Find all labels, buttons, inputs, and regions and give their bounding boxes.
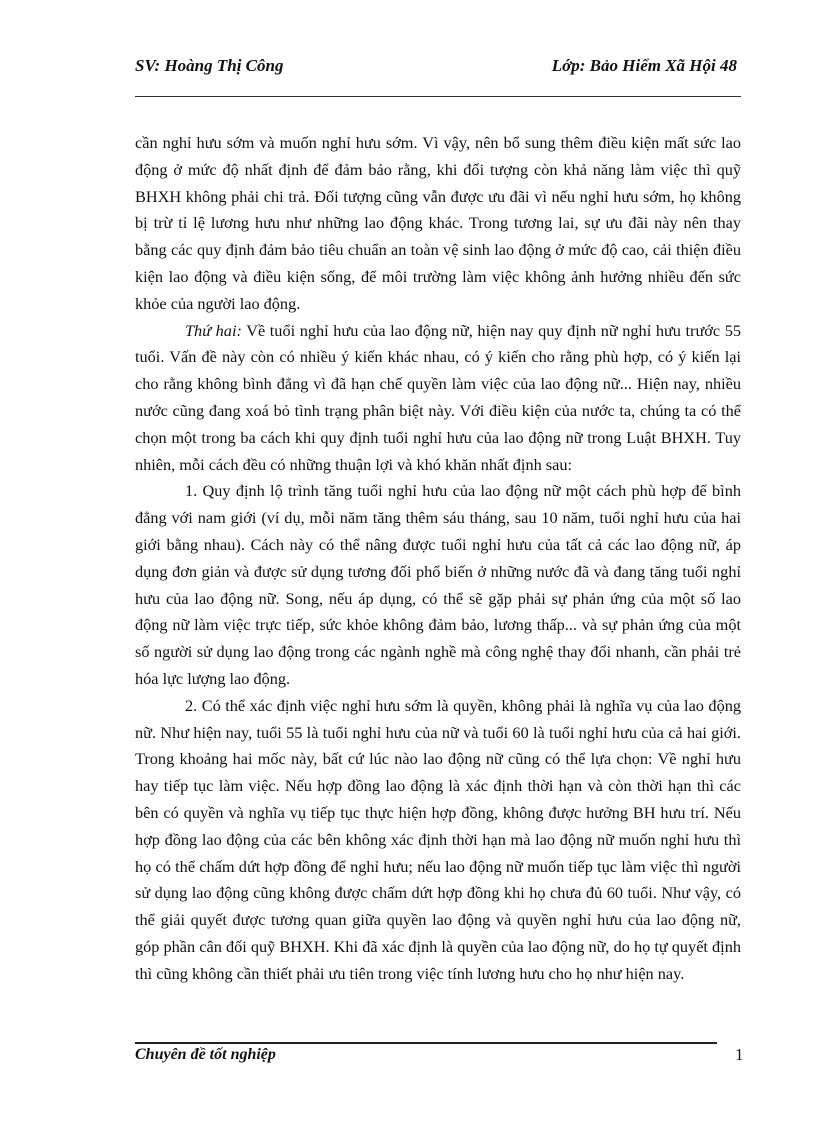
page-header — [135, 56, 741, 82]
class-name: Lớp: Bảo Hiểm Xã Hội 48 — [551, 56, 737, 75]
student-name: SV: Hoàng Thị Công — [135, 56, 284, 75]
page-number: 1 — [735, 1045, 744, 1064]
second-point-label: Thứ hai: — [185, 320, 242, 340]
header-divider — [135, 96, 741, 97]
paragraph-continuation: cần nghỉ hưu sớm và muốn nghỉ hưu sớm. Vì vậy, nên bổ sung thêm điều kiện mất sức lao động ở mức độ nhất định để đảm bảo rằng, khi đối tượng còn khả năng làm việc thì quỹ BHXH không phải chi trả. Đối tượng cũng vẫn được ưu đãi vì nếu nghỉ hưu sớm, họ không bị trừ tỉ lệ lương hưu như những lao động khác. Trong tương lai, sự ưu đãi này nên thay bằng các quy định đảm bảo tiêu chuẩn an toàn vệ sinh lao động ở mức độ cao, cải thiện điều kiện lao động và điều kiện sống, để môi trường làm việc không ảnh hưởng nhiều đến sức khỏe của người lao động. — [135, 133, 741, 313]
footer-divider — [135, 1042, 717, 1044]
document-body — [135, 130, 741, 988]
paragraph-option-2: 2. Có thể xác định việc nghỉ hưu sớm là quyền, không phải là nghĩa vụ của lao động nữ. Như hiện nay, tuổi 55 là tuổi nghỉ hưu của nữ và tuổi 60 là tuổi nghỉ hưu của cả hai giới. Trong khoảng hai mốc này, bất cứ lúc nào lao động nữ cũng có thể lựa chọn: Về nghỉ hưu hay tiếp tục làm việc. Nếu hợp đồng lao động là xác định thời hạn và còn thời hạn thì các bên có quyền và nghĩa vụ tiếp tục thực hiện hợp đồng, không được hưởng BH hưu trí. Nếu hợp đồng lao động của các bên không xác định thời hạn mà lao động nữ muốn nghỉ hưu thì họ có thể chấm dứt hợp đồng để nghỉ hưu; nếu lao động nữ muốn tiếp tục làm việc thì người sử dụng lao động cũng không được chấm dứt hợp đồng khi họ chưa đủ 60 tuổi. Như vậy, có thể giải quyết được tương quan giữa quyền lao động và quyền nghỉ hưu của lao động nữ, góp phần cân đối quỹ BHXH. Khi đã xác định là quyền của lao động nữ, do họ tự quyết định thì cũng không cần thiết phải ưu tiên trong việc tính lương hưu cho họ như hiện nay. — [135, 695, 741, 983]
paragraph-second-point — [135, 318, 741, 479]
second-point-text: Về tuổi nghỉ hưu của lao động nữ, hiện nay quy định nữ nghỉ hưu trước 55 tuổi. Vấn đề này còn có nhiều ý kiến khác nhau, có ý kiến cho rằng phù hợp, có ý kiến lại cho rằng không bình đẳng vì đã hạn chế quyền làm việc của lao động nữ... Hiện nay, nhiều nước cũng đang xoá bỏ tình trạng phân biệt này. Với điều kiện của nước ta, chúng ta có thể chọn một trong ba cách khi quy định tuổi nghỉ hưu của lao động nữ trong Luật BHXH. Tuy nhiên, mỗi cách đều có những thuận lợi và khó khăn nhất định sau: — [135, 320, 742, 474]
paragraph-option-1: 1. Quy định lộ trình tăng tuổi nghỉ hưu của lao động nữ một cách phù hợp để bình đẳng với nam giới (ví dụ, mỗi năm tăng thêm sáu tháng, sau 10 năm, tuổi nghỉ hưu của hai giới bằng nhau). Cách này có thể nâng được tuổi nghỉ hưu của tất cả các lao động nữ, áp dụng đơn giản và được sử dụng tương đối phổ biến ở những nước đã và đang tăng tuổi nghỉ hưu của lao động nữ. Song, nếu áp dụng, có thể sẽ gặp phải sự phản ứng của một số lao động nữ làm việc trực tiếp, sức khỏe không đảm bảo, lương thấp... và sự phản ứng của một số người sử dụng lao động trong các ngành nghề mà công nghệ thay đổi nhanh, cần phải trẻ hóa lực lượng lao động. — [135, 481, 741, 688]
footer-label: Chuyên đề tốt nghiệp — [135, 1046, 276, 1063]
